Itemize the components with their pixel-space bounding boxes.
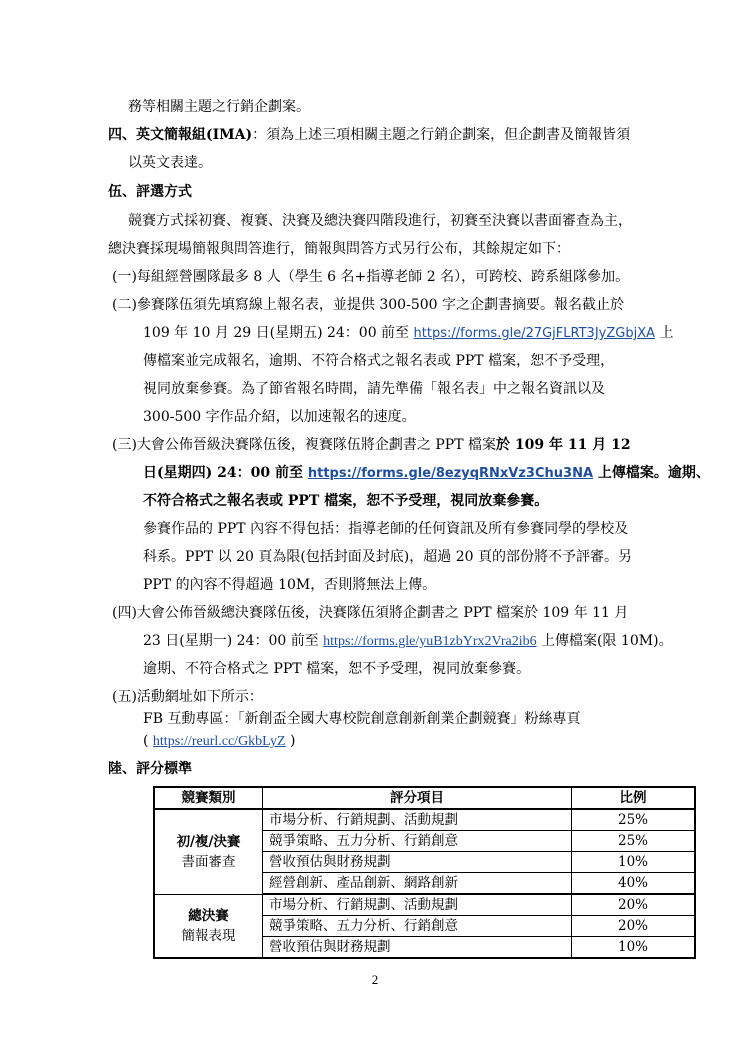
percent-cell: 20% xyxy=(572,894,696,916)
category-title: 總決賽 xyxy=(188,907,229,924)
page-number: 2 xyxy=(371,972,379,987)
section-heading: 伍、評選方式 xyxy=(108,184,192,200)
text-line: 競賽方式採初賽、複賽、決賽及總決賽四階段進行，初賽至決賽以書面審查為主， xyxy=(128,213,632,229)
text-span: 日(星期四) 24：00 前至 xyxy=(143,465,308,481)
semifinal-upload-link[interactable]: https://forms.gle/8ezyqRNxVz3Chu3NA xyxy=(307,466,594,481)
table-header: 比例 xyxy=(572,787,696,809)
text-line xyxy=(112,435,631,455)
table-row xyxy=(154,809,695,831)
item-cell: 競爭策略、五力分析、行銷創意 xyxy=(263,916,572,937)
text-line xyxy=(143,463,710,484)
text-span: (三)大會公佈晉級決賽隊伍後，複賽隊伍將企劃書之 PPT 檔案 xyxy=(112,437,497,453)
category-title: 初/複/決賽 xyxy=(176,833,241,850)
item-cell: 市場分析、行銷規劃、活動規劃 xyxy=(263,894,572,916)
text-line: 不符合格式之報名表或 PPT 檔案，恕不予受理，視同放棄參賽。 xyxy=(143,493,549,509)
text-line: PPT 的內容不得超過 10M，否則將無法上傳。 xyxy=(143,577,437,593)
text-span: 23 日(星期一) 24：00 前至 xyxy=(143,633,324,649)
item-cell: 市場分析、行銷規劃、活動規劃 xyxy=(263,809,572,831)
text-span: ( xyxy=(143,733,153,749)
text-line: 300-500 字作品介紹，以加速報名的速度。 xyxy=(143,409,416,425)
text-line xyxy=(143,731,295,752)
registration-form-link[interactable]: https://forms.gle/27GjFLRT3JyZGbjXA xyxy=(413,326,655,341)
text-span-bold: 於 109 年 11 月 12 xyxy=(496,437,631,453)
text-line: 視同放棄參賽。為了節省報名時間，請先準備「報名表」中之報名資訊以及 xyxy=(143,381,605,397)
text-line: 科系。PPT 以 20 頁為限(包括封面及封底)，超過 20 頁的部份將不予評審。另 xyxy=(143,549,632,565)
text-line: (一)每組經營團隊最多 8 人（學生 6 名+指導老師 2 名），可跨校、跨系組隊參加。 xyxy=(112,269,630,285)
final-upload-link[interactable]: https://forms.gle/yuB1zbYrx2Vra2ib6 xyxy=(323,634,537,649)
text-line: 參賽作品的 PPT 內容不得包括：指導老師的任何資訊及所有參賽同學的學校及 xyxy=(143,521,629,537)
table-row xyxy=(154,894,695,916)
text-line: (五)活動網址如下所示： xyxy=(112,689,263,705)
item-cell: 競爭策略、五力分析、行銷創意 xyxy=(263,831,572,852)
percent-cell: 25% xyxy=(572,809,696,831)
category-cell xyxy=(154,809,263,894)
category-subtitle: 簡報表現 xyxy=(181,927,236,944)
item-cell: 經營創新、產品創新、網路創新 xyxy=(263,873,572,895)
text-line xyxy=(143,631,673,652)
text-span: 109 年 10 月 29 日(星期五) 24：00 前至 xyxy=(143,325,414,341)
category-subtitle: 書面審查 xyxy=(181,853,236,870)
percent-cell: 40% xyxy=(572,873,696,895)
text-line: (四)大會公佈晉級總決賽隊伍後，決賽隊伍須將企劃書之 PPT 檔案於 109 年 11 月 xyxy=(112,605,629,621)
table-header: 競賽類別 xyxy=(154,787,263,809)
text-line: FB 互動專區：「新創盃全國大專校院創意創新創業企劃競賽」粉絲專頁 xyxy=(143,711,581,727)
percent-cell: 10% xyxy=(572,937,696,959)
text-line: 以英文表達。 xyxy=(128,155,212,171)
text-span: 上 xyxy=(655,325,674,341)
table-header: 評分項目 xyxy=(263,787,572,809)
table-header-row xyxy=(154,787,695,809)
section-label: 四、英文簡報組(IMA) xyxy=(108,127,253,143)
item-cell: 營收預估與財務規劃 xyxy=(263,852,572,873)
text-line xyxy=(143,323,673,344)
percent-cell: 25% xyxy=(572,831,696,852)
text-line: 傳檔案並完成報名，逾期、不符合格式之報名表或 PPT 檔案，恕不予受理， xyxy=(143,353,615,369)
category-cell xyxy=(154,894,263,958)
text-line: 務等相關主題之行銷企劃案。 xyxy=(128,99,310,115)
section-heading: 陸、評分標準 xyxy=(108,761,192,777)
text-line: 逾期、不符合格式之 PPT 檔案，恕不予受理，視同放棄參賽。 xyxy=(143,661,531,677)
scoring-table xyxy=(153,786,696,959)
percent-cell: 20% xyxy=(572,916,696,937)
text-span: ：須為上述三項相關主題之行銷企劃案，但企劃書及簡報皆須 xyxy=(252,127,631,143)
text-line: 總決賽採現場簡報與問答進行，簡報與問答方式另行公布，其餘規定如下： xyxy=(108,241,570,257)
text-span: 上傳檔案。逾期、 xyxy=(593,465,710,481)
text-line: (二)參賽隊伍須先填寫線上報名表，並提供 300-500 字之企劃書摘要。報名截止於 xyxy=(112,297,624,313)
percent-cell: 10% xyxy=(572,852,696,873)
fb-page-link[interactable]: https://reurl.cc/GkbLyZ xyxy=(152,734,286,749)
text-span: 上傳檔案(限 10M)。 xyxy=(536,633,673,649)
item-cell: 營收預估與財務規劃 xyxy=(263,937,572,959)
text-line xyxy=(108,125,630,145)
text-span: ) xyxy=(285,733,296,749)
